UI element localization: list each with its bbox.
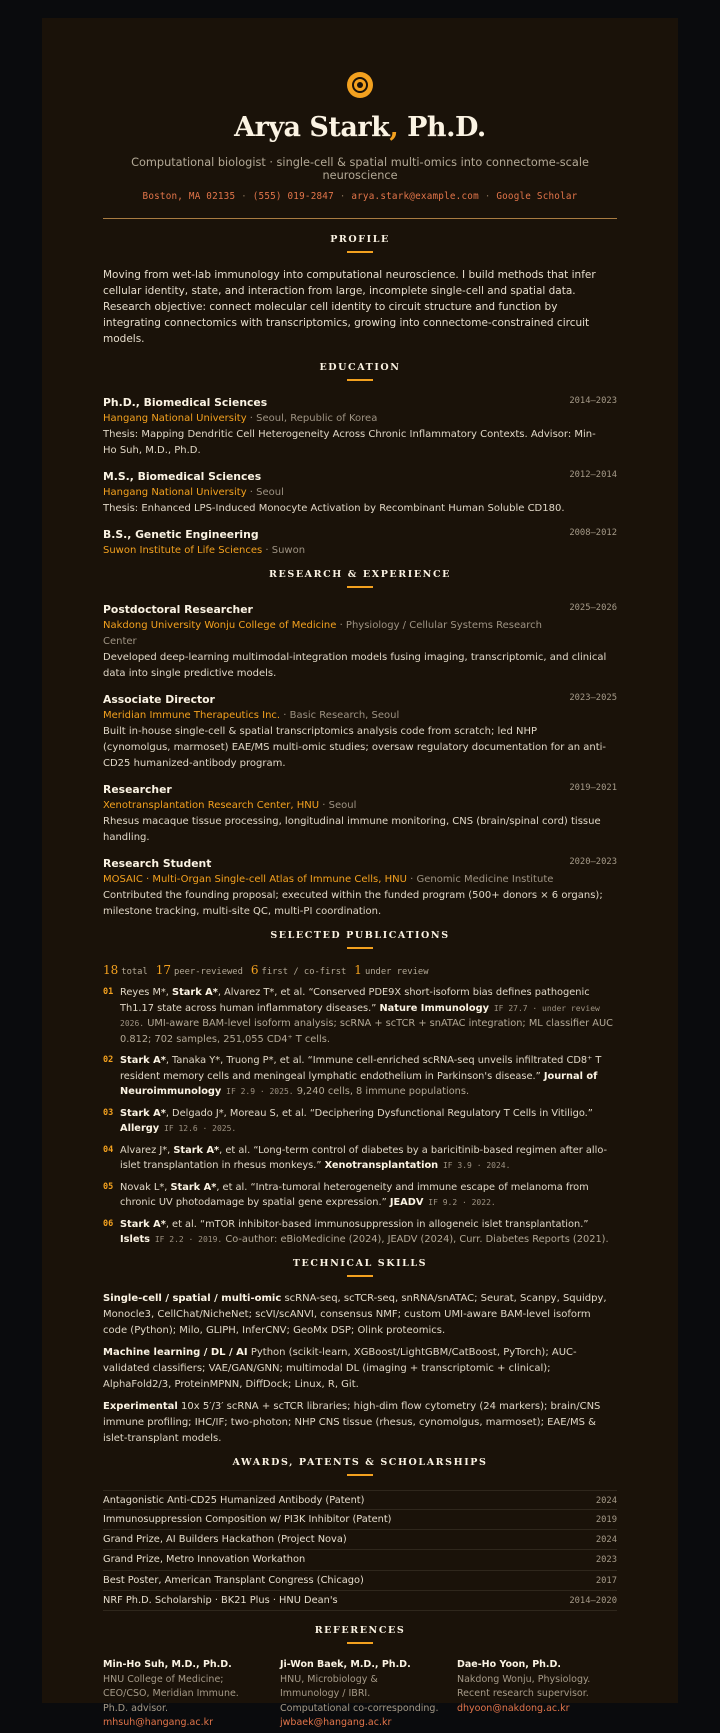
entry-description: Thesis: Enhanced LPS-Induced Monocyte Activation by Recombinant Human Soluble CD180. — [103, 503, 565, 514]
award-year: 2019 — [595, 1514, 617, 1525]
skill-details: Python (scikit-learn, XGBoost/LightGBM/CatBoost, PyTorch); AUC-validated classifiers; VAE/GAN/GNN; multimodal DL (imaging + transcriptomic + clinical); AlphaFold2/3, ProteinMPNN, DiffDock; Linux, R, Git. — [103, 1346, 577, 1390]
entry-organization — [103, 872, 617, 888]
publication-text — [120, 1217, 617, 1248]
award-row — [103, 1530, 617, 1550]
stat-item — [103, 963, 148, 977]
stat-label: peer-reviewed — [174, 967, 243, 977]
publication-authors: Reyes M*, — [120, 987, 173, 998]
entry-description: Built in-house single-cell & spatial transcriptomics analysis code from scratch; led NHP (cynomolgus, marmoset) EAE/MS multi-omic studies; oversaw regulatory documentation for an anti-CD25 humanized-antibody program. — [103, 726, 607, 769]
references-list — [103, 1658, 617, 1731]
entry-location: · Genomic Medicine Institute — [406, 874, 554, 885]
stat-number: 17 — [155, 963, 172, 977]
publication-item — [103, 1180, 617, 1211]
entry-title: Ph.D., Biomedical Sciences — [103, 396, 268, 409]
skill-details: scRNA-seq, scTCR-seq, snRNA/snATAC; Seurat, Scanpy, Squidpy, Monocle3, CellChat/NicheNet; scVI/scANVI, consensus NMF; custom UMI-aware BAM-level isoform code (Python); Milo, GLIPH, InferCNV; GeoMx DSP; Olink proteomics. — [103, 1292, 607, 1336]
publication-meta: IF 3.9 · 2024. — [438, 1161, 511, 1170]
publication-meta: IF 12.6 · 2025. — [159, 1124, 237, 1133]
award-label: NRF Ph.D. Scholarship · BK21 Plus · HNU Dean's — [103, 1594, 338, 1606]
contact-address: Boston, MA 02135 — [142, 191, 236, 202]
publication-number: 02 — [103, 1055, 114, 1065]
publication-number: 01 — [103, 987, 114, 997]
contact-phone[interactable]: (555) 019-2847 — [252, 191, 334, 202]
entry-institution: Hangang National University — [103, 487, 247, 498]
publication-number: 05 — [103, 1181, 114, 1192]
publication-authors: Alvarez J*, — [120, 1144, 174, 1156]
publication-self-author: Stark A* — [120, 1055, 166, 1066]
skill-category: Single-cell / spatial / multi-omic — [103, 1292, 282, 1304]
education-list — [103, 395, 617, 559]
section-title-awards: AWARDS, PATENTS & SCHOLARSHIPS — [103, 1457, 617, 1476]
entry-date: 2019–2021 — [569, 783, 617, 793]
reference-description: Nakdong Wonju, Physiology. Recent research supervisor. — [457, 1673, 591, 1700]
stat-item — [250, 963, 347, 977]
entry-institution: Nakdong University Wonju College of Medicine — [103, 620, 337, 631]
publication-text — [120, 985, 617, 1047]
publication-number: 03 — [103, 1107, 114, 1118]
publication-note: Co-author: eBioMedicine (2024), JEADV (2024), Curr. Diabetes Reports (2021). — [222, 1234, 609, 1245]
stat-number: 6 — [250, 963, 259, 977]
entry-description: Thesis: Mapping Dendritic Cell Heterogeneity Across Chronic Inflammatory Contexts. Advisor: Min-Ho Suh, M.D., Ph.D. — [103, 429, 596, 456]
award-row — [103, 1571, 617, 1591]
entry-title: M.S., Biomedical Sciences — [103, 470, 262, 483]
entry-item — [103, 469, 617, 517]
contact-scholar-link[interactable]: Google Scholar — [496, 191, 578, 202]
entry-title: B.S., Genetic Engineering — [103, 528, 259, 541]
skill-category: Machine learning / DL / AI — [103, 1346, 248, 1358]
reference-email[interactable]: jwbaek@hangang.ac.kr — [280, 1717, 392, 1729]
entry-description: Developed deep-learning multimodal-integration models fusing imaging, transcriptomic, and clinical data into single predictive models. — [103, 652, 607, 679]
publication-title: , et al. “Long-term control of diabetes by a baricitinib-based regimen after allo-islet transplantation in rhesus monkeys.” — [120, 1144, 608, 1171]
publication-text — [120, 1053, 617, 1100]
publication-self-author: Stark A* — [120, 1218, 166, 1230]
stat-label: under review — [364, 967, 429, 977]
entry-location: · Suwon — [262, 545, 306, 556]
award-row — [103, 1591, 617, 1611]
entry-item — [103, 395, 617, 459]
entry-title: Postdoctoral Researcher — [103, 603, 253, 616]
publication-number: 04 — [103, 1144, 114, 1155]
skill-category: Experimental — [103, 1400, 178, 1412]
publication-journal: Xenotransplantation — [324, 1160, 439, 1171]
stat-number: 18 — [103, 963, 119, 977]
entry-organization — [103, 798, 617, 814]
publication-text — [120, 1143, 617, 1174]
entry-item — [103, 782, 617, 846]
logo-icon — [347, 72, 373, 98]
publication-title: , et al. “Intra-tumoral heterogeneity and immune escape of melanoma from chronic UV photodamage by spatial gene expression.” — [120, 1181, 589, 1208]
skill-item — [103, 1345, 617, 1393]
publication-self-author: Stark A* — [172, 987, 218, 998]
stat-item — [155, 963, 243, 977]
award-label: Best Poster, American Transplant Congress (Chicago) — [103, 1574, 364, 1586]
publication-text — [120, 1180, 617, 1211]
award-row — [103, 1490, 617, 1510]
entry-title: Researcher — [103, 783, 172, 796]
entry-date: 2020–2023 — [569, 857, 617, 867]
publication-meta: IF 27.7 · under review 2026. — [120, 1003, 600, 1028]
entry-institution: MOSAIC · Multi-Organ Single-cell Atlas of Immune Cells, HNU — [103, 874, 407, 885]
award-label: Immunosuppression Composition w/ PI3K Inhibitor (Patent) — [103, 1513, 392, 1525]
award-year: 2024 — [595, 1495, 617, 1506]
header-divider — [103, 218, 617, 219]
skills-list — [103, 1291, 617, 1447]
entry-date: 2008–2012 — [569, 528, 617, 538]
contact-separator: · — [241, 191, 247, 202]
entry-institution: Hangang National University — [103, 413, 247, 424]
entry-date: 2014–2023 — [569, 396, 617, 406]
publication-note: 9,240 cells, 8 immune populations. — [293, 1086, 470, 1097]
contact-email[interactable]: arya.stark@example.com — [351, 191, 479, 202]
entry-location: · Basic Research, Seoul — [280, 710, 400, 721]
award-year: 2014–2020 — [569, 1595, 617, 1606]
award-year: 2024 — [595, 1535, 617, 1546]
publication-meta: IF 2.9 · 2025. — [221, 1087, 294, 1096]
publication-item — [103, 1106, 617, 1137]
stat-item — [354, 963, 429, 977]
entry-organization — [103, 411, 617, 427]
reference-name: Dae-Ho Yoon, Ph.D. — [457, 1659, 562, 1671]
entry-institution: Xenotransplantation Research Center, HNU — [103, 800, 320, 811]
reference-description: HNU, Microbiology & Immunology / IBRI. Computational co-corresponding. — [280, 1673, 439, 1714]
publication-title: , Alvarez T*, et al. “Conserved PDE9X short-isoform bias defines pathogenic Th1.17 state across human inflammatory diseases.” — [120, 987, 590, 1014]
publication-self-author: Stark A* — [170, 1181, 217, 1193]
skill-item — [103, 1291, 617, 1339]
skill-details: 10x 5′/3′ scRNA + scTCR libraries; high-dim flow cytometry (24 markers); brain/CNS immune profiling; IHC/IF; two-photon; NHP CNS tissue (rhesus, cynomolgus, marmoset); EAE/MS & islet-transplant models. — [103, 1400, 601, 1444]
entry-institution: Meridian Immune Therapeutics Inc. — [103, 710, 281, 721]
section-title-references: REFERENCES — [103, 1625, 617, 1644]
stat-label: first / co-first — [261, 967, 347, 977]
award-year: 2023 — [595, 1555, 617, 1566]
publication-meta: IF 9.2 · 2022. — [423, 1198, 496, 1207]
profile-text: Moving from wet-lab immunology into computational neuroscience. I build methods that infer cellular identity, state, and interaction from large, incomplete single-cell and spatial data. Research objective: connect molecular cell identity to circuit structure and function by integrating connectomics with transcriptomics, growing into connectome-constrained circuit models. — [103, 269, 596, 345]
award-label: Antagonistic Anti-CD25 Humanized Antibody (Patent) — [103, 1494, 365, 1506]
award-year: 2017 — [595, 1575, 617, 1586]
publication-item — [103, 1053, 617, 1100]
publication-item — [103, 1217, 617, 1248]
publication-journal: Nature Immunology — [379, 1002, 490, 1014]
contact-line — [103, 191, 617, 202]
reference-description: HNU College of Medicine; CEO/CSO, Meridian Immune. Ph.D. advisor. — [103, 1673, 239, 1714]
entry-organization — [103, 543, 617, 559]
publication-title: , Delgado J*, Moreau S, et al. “Deciphering Dysfunctional Regulatory T Cells in Vitiligo.” — [165, 1107, 593, 1119]
name-heading: Arya Stark, Ph.D. — [234, 112, 486, 143]
entry-institution: Suwon Institute of Life Sciences — [103, 545, 263, 556]
entry-organization — [103, 485, 617, 501]
publication-self-author: Stark A* — [173, 1144, 220, 1156]
contact-separator: · — [484, 191, 491, 202]
reference-item — [457, 1658, 617, 1731]
award-row — [103, 1510, 617, 1530]
contact-separator: · — [339, 191, 346, 202]
entry-location: · Seoul — [319, 800, 357, 811]
skill-item — [103, 1399, 617, 1447]
entry-location: · Physiology / Cellular Systems Research Center — [103, 620, 542, 647]
resume-page — [42, 18, 678, 1729]
entry-organization — [103, 708, 617, 724]
entry-date: 2023–2025 — [569, 693, 617, 703]
entry-description: Contributed the founding proposal; executed within the funded program (500+ donors × 6 organs); milestone tracking, multi-site QC, multi-PI coordination. — [103, 890, 603, 917]
section-title-profile: PROFILE — [103, 234, 617, 253]
publication-item — [103, 1143, 617, 1174]
entry-date: 2012–2014 — [569, 470, 617, 480]
awards-list — [103, 1490, 617, 1612]
entry-item — [103, 692, 617, 772]
award-label: Grand Prize, AI Builders Hackathon (Project Nova) — [103, 1534, 347, 1546]
reference-item — [280, 1658, 440, 1731]
stat-number: 1 — [354, 963, 362, 977]
reference-email[interactable]: mhsuh@hangang.ac.kr — [103, 1717, 214, 1729]
stat-label: total — [121, 967, 148, 977]
publication-item — [103, 985, 617, 1047]
entry-organization — [103, 618, 617, 650]
section-title-skills: TECHNICAL SKILLS — [103, 1258, 617, 1277]
entry-title: Associate Director — [103, 693, 215, 706]
publication-stats — [103, 963, 617, 977]
publication-note: UMI-aware BAM-level isoform analysis; scRNA + scTCR + snATAC integration; ML classifier AUC 0.812; 702 samples, 251,055 CD4⁺ T cells. — [120, 1018, 613, 1045]
section-title-education: EDUCATION — [103, 362, 617, 381]
publication-list — [103, 985, 617, 1248]
entry-item — [103, 527, 617, 559]
subtitle: Computational biologist · single-cell & spatial multi-omics into connectome-scale neuroscience — [131, 156, 589, 182]
publication-journal: JEADV — [389, 1197, 424, 1208]
publication-text — [120, 1106, 617, 1137]
section-title-experience: RESEARCH & EXPERIENCE — [103, 569, 617, 588]
reference-name: Min-Ho Suh, M.D., Ph.D. — [103, 1659, 232, 1671]
entry-description: Rhesus macaque tissue processing, longitudinal immune monitoring, CNS (brain/spinal cord) tissue handling. — [103, 816, 601, 843]
publication-number: 06 — [103, 1218, 114, 1229]
award-row — [103, 1550, 617, 1570]
entry-item — [103, 856, 617, 920]
experience-list — [103, 602, 617, 920]
reference-email[interactable]: dhyoon@nakdong.ac.kr — [457, 1702, 570, 1714]
publication-journal: Allergy — [120, 1123, 160, 1134]
publication-title: , et al. “mTOR inhibitor-based immunosuppression in allogeneic islet transplantation.” — [165, 1218, 589, 1230]
publication-journal: Journal of Neuroimmunology — [120, 1070, 598, 1097]
entry-location: · Seoul — [246, 487, 284, 498]
reference-name: Ji-Won Baek, M.D., Ph.D. — [280, 1659, 411, 1671]
entry-title: Research Student — [103, 857, 212, 870]
entry-location: · Seoul, Republic of Korea — [246, 413, 378, 424]
publication-authors: Novak L*, — [120, 1181, 171, 1193]
reference-item — [103, 1658, 263, 1731]
award-label: Grand Prize, Metro Innovation Workathon — [103, 1554, 306, 1566]
publication-self-author: Stark A* — [120, 1107, 166, 1119]
publication-journal: Islets — [120, 1234, 150, 1245]
publication-meta: IF 2.2 · 2019. — [150, 1235, 223, 1244]
entry-date: 2025–2026 — [569, 603, 617, 613]
publication-title: , Tanaka Y*, Truong P*, et al. “Immune cell-enriched scRNA-seq unveils infiltrated CD8⁺ T resident memory cells and meningeal lymphatic endothelium in Parkinson's disease.” — [120, 1055, 602, 1082]
entry-item — [103, 602, 617, 682]
section-title-publications: SELECTED PUBLICATIONS — [103, 930, 617, 949]
